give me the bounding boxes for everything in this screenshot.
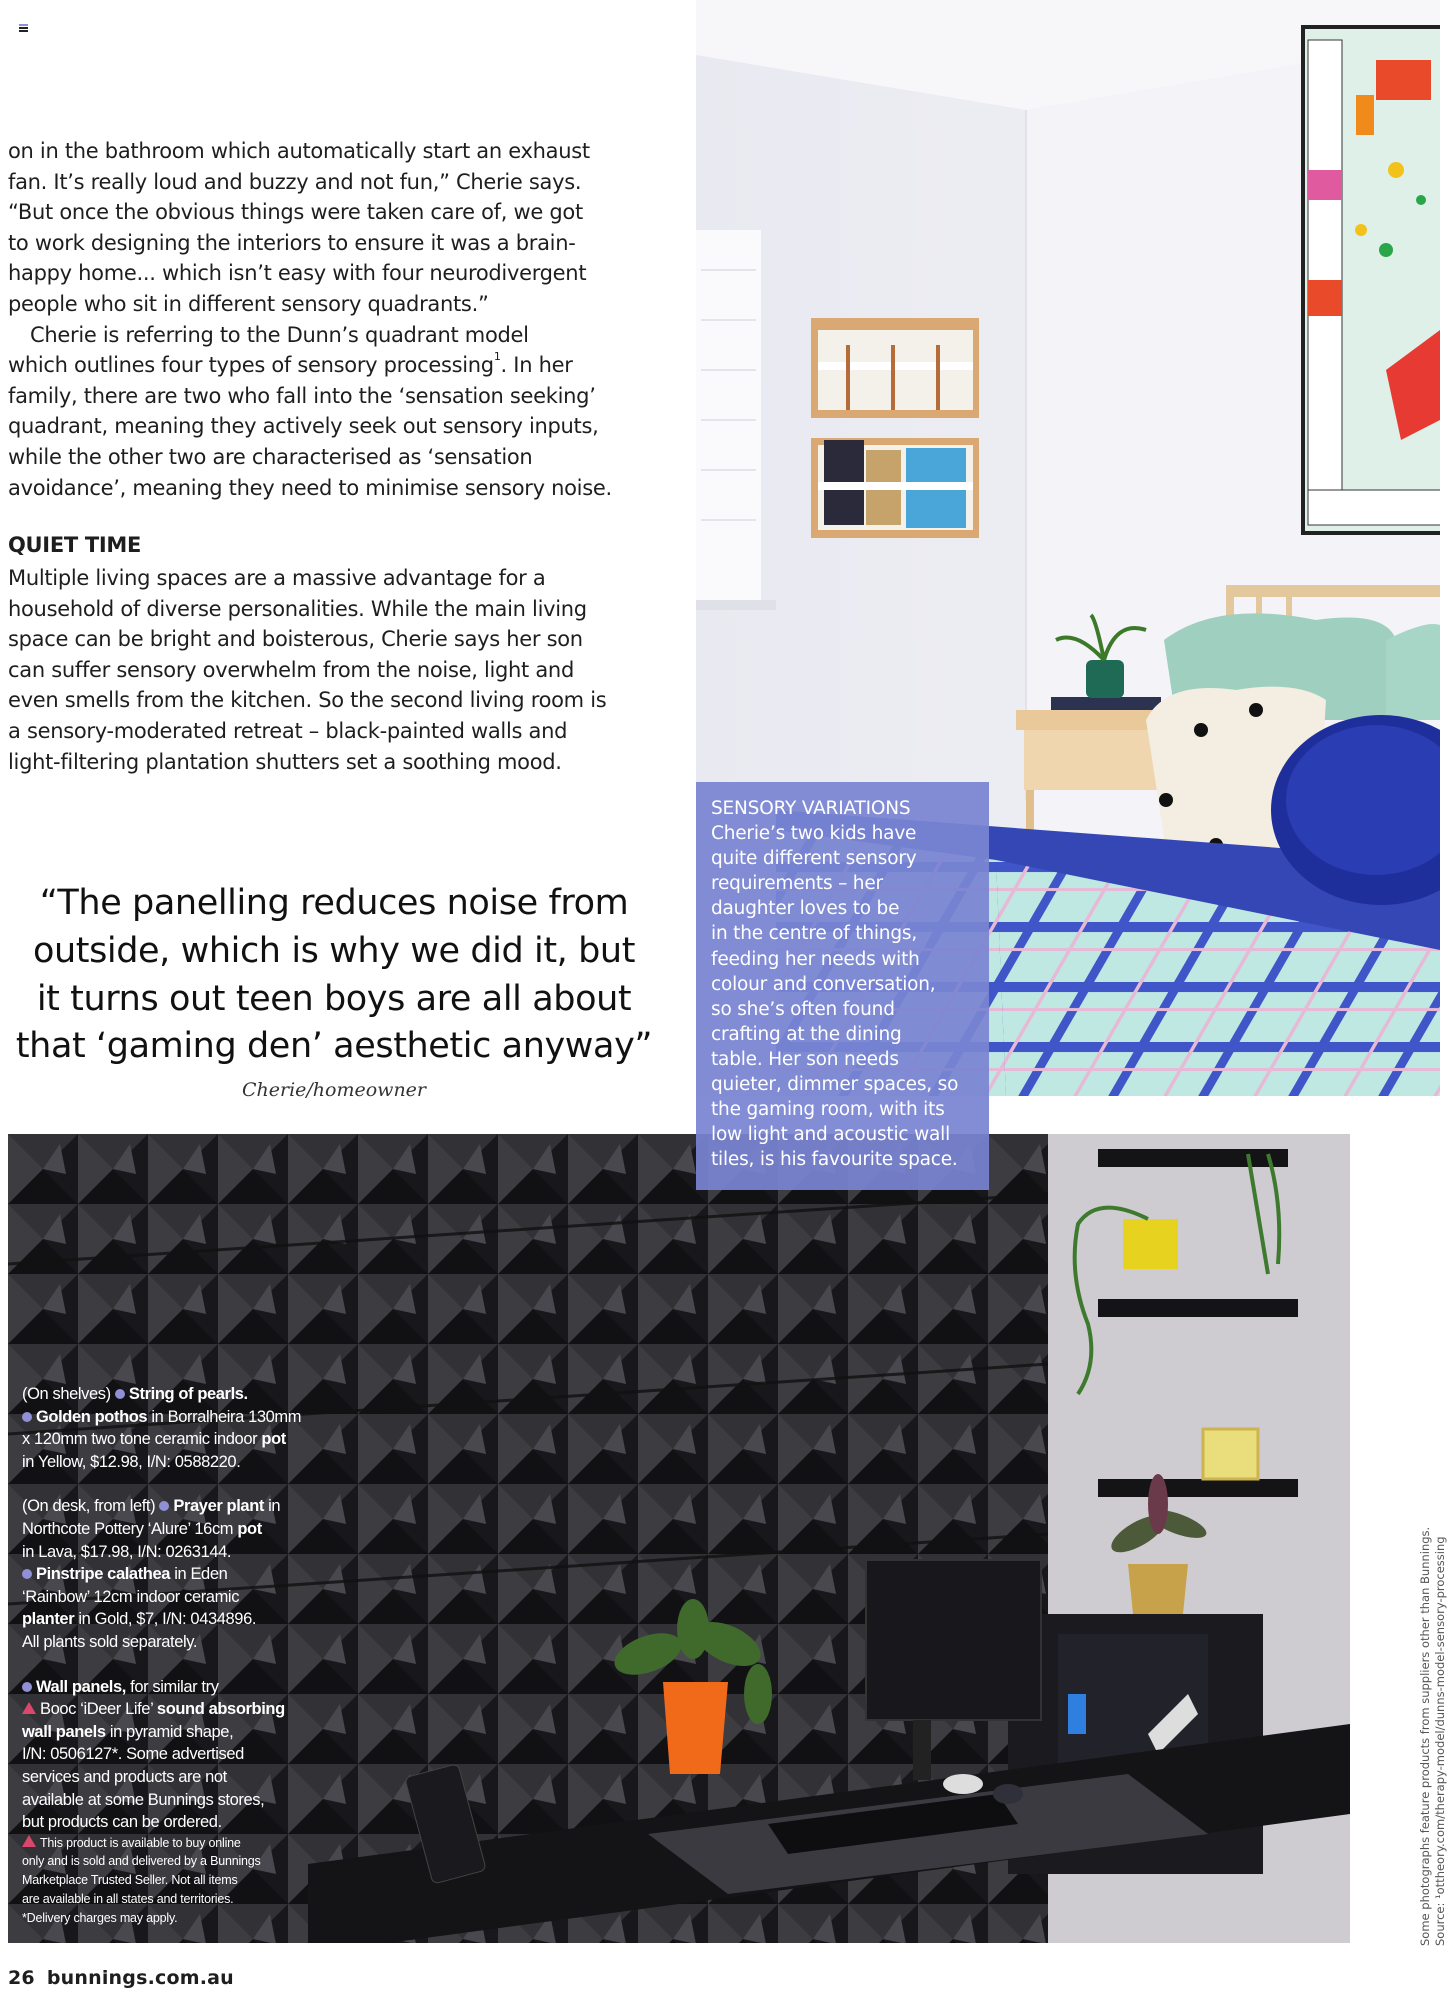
source-note: Source: ¹ottheory.com/therapy-model/dunns-model-sensory-processing bbox=[1433, 1536, 1447, 1946]
product-text: *Delivery charges may apply. bbox=[22, 1910, 178, 1925]
product-line bbox=[22, 1608, 352, 1631]
page-number: 26 bbox=[8, 1967, 35, 1989]
product-text: All plants sold separately. bbox=[22, 1632, 198, 1651]
body-text: light-filtering plantation shutters set a soothing mood. bbox=[8, 749, 562, 774]
product-text: wall panels bbox=[22, 1722, 106, 1741]
pull-quote-line: outside, which is why we did it, but bbox=[32, 930, 636, 971]
body-text: avoidance’, meaning they need to minimise sensory noise. bbox=[8, 475, 612, 500]
product-text: pot bbox=[237, 1519, 262, 1538]
caption-line: tiles, is his favourite space. bbox=[711, 1149, 958, 1171]
bullet-dot-icon bbox=[22, 1412, 32, 1422]
product-line bbox=[22, 1871, 352, 1890]
pull-quote-line: that ‘gaming den’ aesthetic anyway” bbox=[15, 1026, 653, 1067]
pull-quote-line: “The panelling reduces noise from bbox=[39, 883, 629, 923]
body-line bbox=[8, 473, 638, 504]
body-line bbox=[8, 289, 638, 320]
body-line bbox=[8, 442, 638, 473]
product-text: Prayer plant bbox=[173, 1497, 264, 1516]
footnote-marker: 1 bbox=[493, 350, 501, 364]
pull-quote-line: it turns out teen boys are all about bbox=[36, 978, 632, 1019]
body-text: can suffer sensory overwhelm from the noise, light and bbox=[8, 657, 574, 682]
caption-line: requirements – her bbox=[711, 873, 883, 895]
body-line bbox=[8, 655, 638, 686]
product-text: Northcote Pottery ‘Alure’ 16cm bbox=[22, 1519, 238, 1538]
product-text: Booc ‘iDeer Life’ bbox=[40, 1700, 157, 1719]
page-footer bbox=[8, 1967, 234, 1989]
bullet-dot-icon bbox=[22, 1569, 32, 1579]
product-line bbox=[22, 1789, 352, 1812]
body-line bbox=[8, 381, 638, 412]
product-credits bbox=[22, 1383, 352, 1928]
product-line bbox=[22, 1909, 352, 1928]
body-line bbox=[8, 563, 638, 594]
supplier-and-source-note bbox=[1418, 1527, 1448, 1946]
product-text: services and products are not bbox=[22, 1767, 227, 1786]
product-line bbox=[22, 1518, 352, 1541]
product-text: Pinstripe calathea bbox=[36, 1565, 171, 1584]
product-text: String of pearls. bbox=[128, 1385, 248, 1403]
caption-line: quite different sensory bbox=[711, 848, 917, 870]
product-text: I/N: 0506127*. Some advertised bbox=[22, 1745, 244, 1764]
body-text: while the other two are characterised as ‘sensation bbox=[8, 444, 533, 469]
caption-line: feeding her needs with bbox=[711, 948, 920, 970]
product-text: in Eden bbox=[170, 1565, 228, 1584]
body-text: a sensory-moderated retreat – black-painted walls and bbox=[8, 718, 568, 743]
product-line bbox=[22, 1676, 352, 1699]
marketplace-triangle-icon bbox=[22, 1702, 36, 1714]
product-text: Golden pothos bbox=[36, 1407, 148, 1426]
product-text: (On desk, from left) bbox=[22, 1497, 160, 1516]
pull-quote bbox=[0, 880, 668, 1071]
product-text: sound absorbing bbox=[156, 1700, 285, 1719]
body-text: Cherie is referring to the Dunn’s quadrant model bbox=[30, 322, 529, 347]
bullet-dot-icon bbox=[115, 1389, 125, 1399]
product-text: but products can be ordered. bbox=[22, 1813, 222, 1832]
body-line bbox=[8, 594, 638, 625]
product-text: This product is available to buy online bbox=[40, 1835, 241, 1850]
product-text: for similar try bbox=[125, 1677, 219, 1696]
body-line bbox=[8, 197, 638, 228]
product-line bbox=[22, 1586, 352, 1609]
caption-line: daughter loves to be bbox=[711, 898, 900, 920]
product-text: in bbox=[263, 1497, 281, 1516]
supplier-note: Some photographs feature products from suppliers other than Bunnings. bbox=[1418, 1526, 1432, 1946]
product-text: (On shelves) bbox=[22, 1385, 115, 1403]
product-line bbox=[22, 1406, 352, 1429]
body-line bbox=[8, 685, 638, 716]
product-line bbox=[22, 1721, 352, 1744]
caption-line: colour and conversation, bbox=[711, 973, 936, 995]
body-text: “But once the obvious things were taken care of, we got bbox=[8, 200, 583, 225]
product-line bbox=[22, 1541, 352, 1564]
section-heading: QUIET TIME bbox=[8, 533, 142, 557]
body-line bbox=[8, 624, 638, 655]
body-line bbox=[8, 747, 638, 778]
caption-line: quieter, dimmer spaces, so bbox=[711, 1074, 959, 1096]
body-text: which outlines four types of sensory processing bbox=[8, 353, 494, 378]
body-text: . In her bbox=[500, 353, 573, 378]
site-url[interactable]: bunnings.com.au bbox=[46, 1967, 234, 1989]
product-line bbox=[22, 1563, 352, 1586]
product-text: in pyramid shape, bbox=[105, 1722, 234, 1741]
body-line bbox=[8, 411, 638, 442]
product-text: x 120mm two tone ceramic indoor bbox=[22, 1430, 262, 1449]
body-line bbox=[8, 258, 638, 289]
body-line bbox=[8, 167, 638, 198]
bullet-dot-icon bbox=[159, 1501, 169, 1511]
body-text: space can be bright and boisterous, Cherie says her son bbox=[8, 627, 583, 652]
product-text: in Gold, $7, I/N: 0434896. bbox=[74, 1610, 257, 1629]
caption-line: table. Her son needs bbox=[711, 1048, 899, 1070]
product-line bbox=[22, 1811, 352, 1834]
body-text: even smells from the kitchen. So the second living room is bbox=[8, 688, 607, 713]
body-text: fan. It’s really loud and buzzy and not fun,” Cherie says. bbox=[8, 169, 582, 194]
body-line bbox=[8, 136, 638, 167]
product-text: pot bbox=[261, 1430, 286, 1449]
product-line bbox=[22, 1890, 352, 1909]
body-text: family, there are two who fall into the ‘sensation seeking’ bbox=[8, 383, 596, 408]
product-line bbox=[22, 1428, 352, 1451]
product-text: in Lava, $17.98, I/N: 0263144. bbox=[22, 1542, 232, 1561]
body-line bbox=[8, 350, 638, 381]
page-marker-icon bbox=[19, 24, 28, 33]
article-body-intro bbox=[8, 136, 638, 503]
caption-line: low light and acoustic wall bbox=[711, 1124, 951, 1146]
marketplace-triangle-icon bbox=[22, 1835, 36, 1847]
caption-line: crafting at the dining bbox=[711, 1023, 902, 1045]
product-line bbox=[22, 1852, 352, 1871]
caption-title: SENSORY VARIATIONS bbox=[711, 798, 911, 819]
product-text: in Yellow, $12.98, I/N: 0588220. bbox=[22, 1452, 241, 1471]
product-text: planter bbox=[22, 1610, 75, 1629]
article-body-quiet-time bbox=[8, 563, 638, 777]
caption-line: the gaming room, with its bbox=[711, 1099, 945, 1121]
body-text: people who sit in different sensory quadrants.” bbox=[8, 291, 489, 316]
bullet-dot-icon bbox=[22, 1682, 32, 1692]
body-text: quadrant, meaning they actively seek out sensory inputs, bbox=[8, 414, 599, 439]
caption-line: in the centre of things, bbox=[711, 923, 917, 945]
product-text: Marketplace Trusted Seller. Not all items bbox=[22, 1873, 238, 1888]
pull-quote-attribution: Cherie/homeowner bbox=[241, 1079, 427, 1101]
product-text: Wall panels, bbox=[36, 1677, 126, 1696]
body-line bbox=[8, 716, 638, 747]
product-line bbox=[22, 1451, 352, 1474]
body-text: to work designing the interiors to ensure it was a brain- bbox=[8, 230, 576, 255]
product-line bbox=[22, 1631, 352, 1654]
product-line bbox=[22, 1495, 352, 1518]
body-text: household of diverse personalities. While the main living bbox=[8, 596, 587, 621]
product-text: only and is sold and delivered by a Bunnings bbox=[22, 1854, 261, 1869]
body-text: on in the bathroom which automatically start an exhaust bbox=[8, 139, 590, 163]
sensory-variations-caption bbox=[696, 782, 989, 1190]
spacer bbox=[22, 1473, 352, 1495]
product-line bbox=[22, 1698, 352, 1721]
product-text: in Borralheira 130mm bbox=[147, 1407, 302, 1426]
caption-line: Cherie’s two kids have bbox=[711, 823, 917, 845]
product-line bbox=[22, 1383, 352, 1406]
product-text: available at some Bunnings stores, bbox=[22, 1790, 265, 1809]
spacer bbox=[22, 1654, 352, 1676]
body-text: Multiple living spaces are a massive advantage for a bbox=[8, 566, 546, 590]
product-text: are available in all states and territories. bbox=[22, 1892, 234, 1907]
caption-line: so she’s often found bbox=[711, 998, 895, 1020]
product-text: ‘Rainbow’ 12cm indoor ceramic bbox=[22, 1587, 240, 1606]
product-line bbox=[22, 1834, 352, 1853]
product-line bbox=[22, 1743, 352, 1766]
body-text: happy home... which isn’t easy with four neurodivergent bbox=[8, 261, 587, 286]
body-line bbox=[8, 228, 638, 259]
body-line bbox=[8, 320, 638, 351]
product-line bbox=[22, 1766, 352, 1789]
